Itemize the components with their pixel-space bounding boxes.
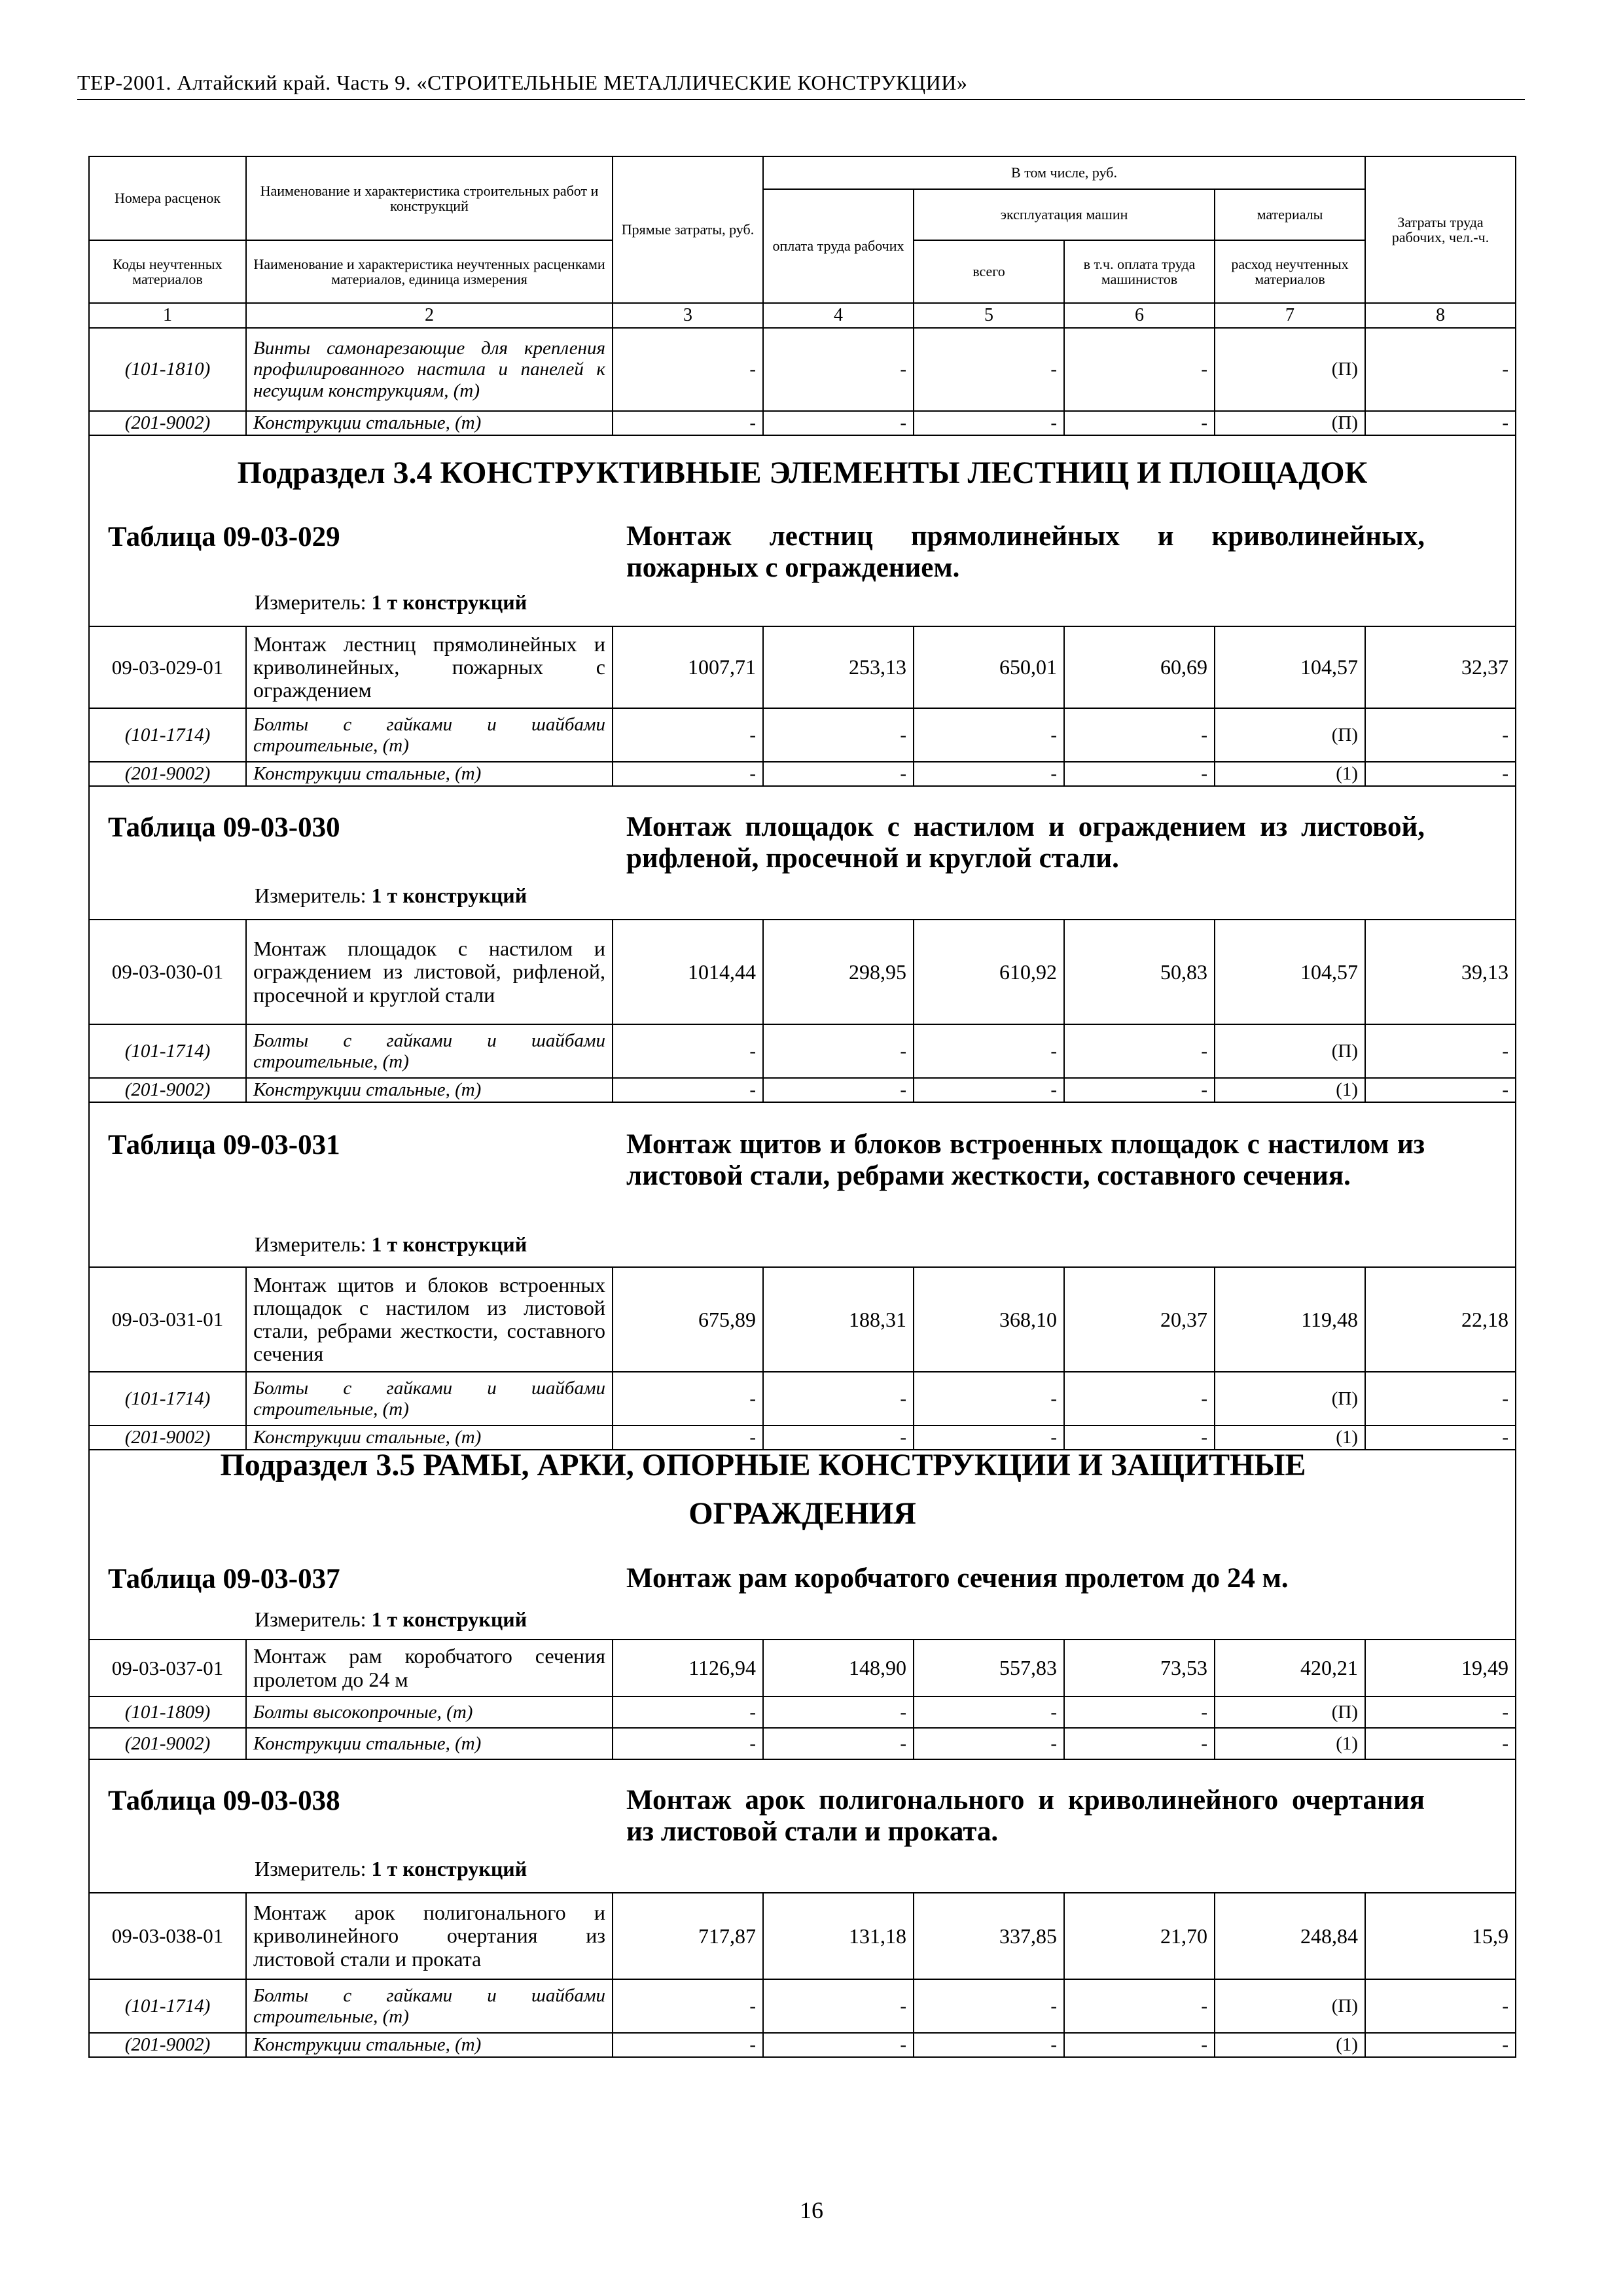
measure-value: 1 т конструкций [371,1857,527,1880]
value-cell: (П) [1215,411,1365,435]
value-cell: 253,13 [763,626,914,708]
value-cell: - [763,1078,914,1102]
material-row [89,762,1516,786]
material-name: Конструкции стальные, (т) [246,2033,613,2057]
value-cell: - [914,328,1064,411]
table-title: Таблица 09-03-037 [108,1564,340,1594]
value-cell: 557,83 [914,1640,1064,1696]
value-cell: - [613,1372,763,1426]
value-cell: 39,13 [1365,920,1516,1024]
measure-value: 1 т конструкций [371,1607,527,1631]
value-cell: - [763,328,914,411]
value-cell: - [914,1426,1064,1450]
table-title: Таблица 09-03-029 [108,522,340,552]
value-cell: 21,70 [1064,1893,1215,1979]
material-code: (101-1714) [89,1024,246,1078]
material-name: Болты с гайками и шайбами строительные, (т) [246,1024,613,1078]
col-material-codes: Коды неучтенных материалов [89,240,246,303]
material-name: Конструкции стальные, (т) [246,1078,613,1102]
value-cell: - [763,1426,914,1450]
table-description: Монтаж площадок с настилом и ограждением из листовой, рифленой, просечной и круглой стали. [626,812,1425,874]
subsection-title: ОГРАЖДЕНИЯ [688,1496,916,1531]
value-cell: - [763,411,914,435]
value-cell: - [1064,1696,1215,1728]
value-cell: 188,31 [763,1267,914,1372]
value-cell: - [613,411,763,435]
col-materials: материалы [1215,189,1365,240]
value-cell: 610,92 [914,920,1064,1024]
material-name: Конструкции стальные, (т) [246,1728,613,1759]
table-title: Таблица 09-03-031 [108,1130,340,1160]
col-number: 7 [1215,303,1365,328]
material-code: (201-9002) [89,1728,246,1759]
value-cell: 1126,94 [613,1640,763,1696]
value-cell: - [763,1024,914,1078]
rate-row [89,1267,1516,1372]
value-cell: 104,57 [1215,626,1365,708]
rate-row [89,920,1516,1024]
value-cell: - [763,1728,914,1759]
col-direct-costs: Прямые затраты, руб. [613,156,763,303]
value-cell: 675,89 [613,1267,763,1372]
value-cell: - [1365,708,1516,762]
value-cell: - [914,411,1064,435]
material-name: Болты с гайками и шайбами строительные, (т) [246,1372,613,1426]
value-cell: - [763,708,914,762]
value-cell: - [1064,1426,1215,1450]
value-cell: (1) [1215,1728,1365,1759]
material-name: Болты с гайками и шайбами строительные, (т) [246,1979,613,2033]
value-cell: 1007,71 [613,626,763,708]
value-cell: - [914,1696,1064,1728]
value-cell: 119,48 [1215,1267,1365,1372]
value-cell: - [763,2033,914,2057]
value-cell: - [1064,1078,1215,1102]
value-cell: - [1365,1696,1516,1728]
value-cell: - [613,1728,763,1759]
value-cell: 19,49 [1365,1640,1516,1696]
value-cell: - [1365,1426,1516,1450]
value-cell: 420,21 [1215,1640,1365,1696]
rate-row [89,1640,1516,1696]
measure-value: 1 т конструкций [371,884,527,907]
material-row [89,1078,1516,1102]
col-labor-costs: Затраты труда рабочих, чел.-ч. [1365,156,1516,303]
table-title: Таблица 09-03-038 [108,1785,340,1816]
col-machines: эксплуатация машин [914,189,1215,240]
material-code: (201-9002) [89,411,246,435]
value-cell: 148,90 [763,1640,914,1696]
value-cell: - [613,1696,763,1728]
measure-unit [255,1232,527,1257]
col-material-names: Наименование и характеристика неучтенных расценками материалов, единица измерения [246,240,613,303]
table-title: Таблица 09-03-030 [108,812,340,843]
material-code: (201-9002) [89,2033,246,2057]
value-cell: - [613,708,763,762]
measure-value: 1 т конструкций [371,1232,527,1256]
value-cell: (1) [1215,2033,1365,2057]
table-header [89,156,1516,328]
material-name: Болты высокопрочные, (т) [246,1696,613,1728]
material-row [89,1372,1516,1426]
section-header [89,1450,1516,1640]
material-row [89,1979,1516,2033]
value-cell: - [1365,1979,1516,2033]
measure-unit [255,1607,527,1632]
value-cell: - [1365,411,1516,435]
material-code: (201-9002) [89,1078,246,1102]
table-description: Монтаж арок полигонального и криволинейного очертания из листовой стали и проката. [626,1785,1425,1848]
value-cell: 248,84 [1215,1893,1365,1979]
value-cell: (1) [1215,1426,1365,1450]
value-cell: 650,01 [914,626,1064,708]
value-cell: - [914,1728,1064,1759]
value-cell: - [613,1426,763,1450]
value-cell: 60,69 [1064,626,1215,708]
measure-value: 1 т конструкций [371,590,527,614]
section-header-cell [89,435,1516,626]
value-cell: 32,37 [1365,626,1516,708]
material-code: (101-1810) [89,328,246,411]
col-labor-pay: оплата труда рабочих [763,189,914,303]
value-cell: (1) [1215,762,1365,786]
subsection-title: Подраздел 3.4 КОНСТРУКТИВНЫЕ ЭЛЕМЕНТЫ ЛЕСТНИЦ И ПЛОЩАДОК [237,456,1368,490]
value-cell: - [914,1979,1064,2033]
value-cell: 15,9 [1365,1893,1516,1979]
section-header-cell [89,1450,1516,1640]
value-cell: 1014,44 [613,920,763,1024]
material-code: (101-1714) [89,708,246,762]
measure-label: Измеритель: [255,1857,366,1880]
col-including: В том числе, руб. [763,156,1365,189]
measure-label: Измеритель: [255,1607,366,1631]
col-material-consumption: расход неучтенных материалов [1215,240,1365,303]
measure-unit [255,884,527,908]
subsection-title: Подраздел 3.5 РАМЫ, АРКИ, ОПОРНЫЕ КОНСТРУКЦИИ И ЗАЩИТНЫЕ [220,1448,1306,1482]
rate-number: 09-03-029-01 [89,626,246,708]
material-row [89,708,1516,762]
value-cell: - [1064,2033,1215,2057]
value-cell: - [1064,328,1215,411]
value-cell: (1) [1215,1078,1365,1102]
material-name: Винты самонарезающие для крепления профилированного настила и панелей к несущим конструкциям, (т) [246,328,613,411]
section-header [89,435,1516,626]
material-row [89,1728,1516,1759]
value-cell: - [1365,1372,1516,1426]
material-name: Конструкции стальные, (т) [246,762,613,786]
value-cell: - [1064,762,1215,786]
value-cell: 104,57 [1215,920,1365,1024]
material-name: Болты с гайками и шайбами строительные, (т) [246,708,613,762]
col-machines-total: всего [914,240,1064,303]
value-cell: - [613,328,763,411]
page-number: 16 [800,2197,823,2223]
value-cell: 20,37 [1064,1267,1215,1372]
table-description: Монтаж рам коробчатого сечения пролетом до 24 м. [626,1563,1289,1594]
value-cell: - [613,1078,763,1102]
table-body [89,328,1516,2057]
material-code: (101-1809) [89,1696,246,1728]
value-cell: - [1365,2033,1516,2057]
table-description: Монтаж лестниц прямолинейных и криволинейных, пожарных с ограждением. [626,521,1425,584]
value-cell: 22,18 [1365,1267,1516,1372]
value-cell: (П) [1215,328,1365,411]
value-cell: - [914,2033,1064,2057]
value-cell: (П) [1215,1979,1365,2033]
value-cell: - [1365,1024,1516,1078]
value-cell: - [1365,762,1516,786]
value-cell: - [914,1078,1064,1102]
rate-number: 09-03-030-01 [89,920,246,1024]
col-number: 2 [246,303,613,328]
value-cell: - [613,1979,763,2033]
value-cell: 368,10 [914,1267,1064,1372]
table-header-block [89,1759,1516,1893]
value-cell: - [1064,1728,1215,1759]
rate-number: 09-03-038-01 [89,1893,246,1979]
value-cell: 337,85 [914,1893,1064,1979]
value-cell: - [763,1979,914,2033]
value-cell: - [1064,1979,1215,2033]
material-name: Конструкции стальные, (т) [246,1426,613,1450]
material-row [89,411,1516,435]
value-cell: - [1064,708,1215,762]
value-cell: 131,18 [763,1893,914,1979]
table-header-block [89,1102,1516,1267]
value-cell: - [1365,1078,1516,1102]
value-cell: 50,83 [1064,920,1215,1024]
measure-label: Измеритель: [255,1232,366,1256]
table-header-block-cell [89,1759,1516,1893]
material-code: (201-9002) [89,1426,246,1450]
material-row [89,1024,1516,1078]
col-number: 6 [1064,303,1215,328]
col-work-name: Наименование и характеристика строительных работ и конструкций [246,156,613,240]
page-header: ТЕР-2001. Алтайский край. Часть 9. «СТРОИТЕЛЬНЫЕ МЕТАЛЛИЧЕСКИЕ КОНСТРУКЦИИ» [77,71,1525,100]
rate-name: Монтаж щитов и блоков встроенных площадок с настилом из листовой стали, ребрами жесткости, составного сечения [246,1267,613,1372]
col-number: 4 [763,303,914,328]
table-header-block-cell [89,786,1516,920]
value-cell: - [763,762,914,786]
value-cell: 73,53 [1064,1640,1215,1696]
rate-number: 09-03-037-01 [89,1640,246,1696]
value-cell: 717,87 [613,1893,763,1979]
value-cell: - [613,2033,763,2057]
value-cell: - [914,708,1064,762]
col-machinist-pay: в т.ч. оплата труда машинистов [1064,240,1215,303]
value-cell: - [1064,1372,1215,1426]
value-cell: (П) [1215,1024,1365,1078]
rate-name: Монтаж рам коробчатого сечения пролетом до 24 м [246,1640,613,1696]
rate-row [89,626,1516,708]
value-cell: (П) [1215,708,1365,762]
col-number: 3 [613,303,763,328]
value-cell: (П) [1215,1696,1365,1728]
value-cell: - [613,1024,763,1078]
rate-name: Монтаж арок полигонального и криволинейного очертания из листовой стали и проката [246,1893,613,1979]
measure-unit [255,1857,527,1881]
material-code: (201-9002) [89,762,246,786]
measure-label: Измеритель: [255,590,366,614]
rate-name: Монтаж площадок с настилом и ограждением из листовой, рифленой, просечной и круглой стали [246,920,613,1024]
value-cell: 298,95 [763,920,914,1024]
table-description: Монтаж щитов и блоков встроенных площадок с настилом из листовой стали, ребрами жесткости, составного сечения. [626,1129,1425,1192]
value-cell: - [914,1372,1064,1426]
table-header-block-cell [89,1102,1516,1267]
value-cell: - [1365,328,1516,411]
value-cell: - [1064,411,1215,435]
value-cell: - [613,762,763,786]
material-row [89,1696,1516,1728]
value-cell: - [763,1372,914,1426]
col-rate-numbers: Номера расценок [89,156,246,240]
value-cell: - [914,762,1064,786]
col-number: 1 [89,303,246,328]
measure-label: Измеритель: [255,884,366,907]
value-cell: - [763,1696,914,1728]
rates-table [88,156,1516,2058]
material-name: Конструкции стальные, (т) [246,411,613,435]
table-header-block [89,786,1516,920]
rate-name: Монтаж лестниц прямолинейных и криволинейных, пожарных с ограждением [246,626,613,708]
col-number: 5 [914,303,1064,328]
col-number: 8 [1365,303,1516,328]
value-cell: - [914,1024,1064,1078]
rate-row [89,1893,1516,1979]
measure-unit [255,590,527,615]
value-cell: - [1064,1024,1215,1078]
value-cell: - [1365,1728,1516,1759]
material-row [89,328,1516,411]
value-cell: (П) [1215,1372,1365,1426]
material-code: (101-1714) [89,1979,246,2033]
rate-number: 09-03-031-01 [89,1267,246,1372]
material-code: (101-1714) [89,1372,246,1426]
material-row [89,2033,1516,2057]
